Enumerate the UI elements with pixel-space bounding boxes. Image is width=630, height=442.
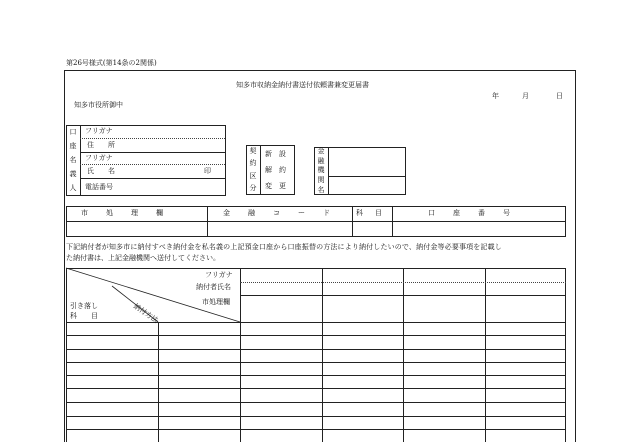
- deduction-label-line2: 科 目: [70, 312, 98, 320]
- payment-method-label: 納付方法: [131, 302, 160, 325]
- form-number: 第26号様式(第14条の2関係): [66, 59, 157, 67]
- contract-new-option: 新 設: [265, 150, 286, 158]
- contract-change-option: 変 更: [265, 182, 286, 190]
- holder-phone-label: 電話番号: [85, 183, 113, 191]
- date-year: 年: [492, 92, 499, 100]
- code-header-city-use: 市処理欄: [81, 209, 181, 217]
- holder-address-label: 住 所: [87, 141, 115, 149]
- payer-furigana-label: フリガナ: [205, 271, 233, 279]
- holder-furigana-label: フリガナ: [85, 127, 113, 135]
- seal-mark: 印: [204, 167, 211, 175]
- account-holder-side-label: 口 座 名 義 人: [69, 127, 77, 193]
- payer-city-use-label: 市処理欄: [202, 298, 230, 306]
- holder-furigana2-label: フリガナ: [85, 154, 113, 162]
- addressee: 知多市役所御中: [74, 101, 123, 109]
- date-month: 月: [522, 92, 529, 100]
- deduction-label-line1: 引き落し: [70, 302, 98, 310]
- code-header-item: 科目: [356, 209, 394, 217]
- holder-name-label: 氏 名: [87, 167, 115, 175]
- payer-name-label: 納付者氏名: [196, 283, 231, 291]
- date-day: 日: [556, 92, 563, 100]
- bank-name-side-label: 金 融 機 関 名: [317, 147, 325, 194]
- form-title: 知多市収納金納付書送付依頼書兼変更届書: [236, 81, 369, 89]
- contract-cancel-option: 解 約: [265, 166, 286, 174]
- notice-line-2: た納付書は、上記金融機関へ送付してください。: [66, 254, 220, 262]
- code-header-account-number: 口座番号: [428, 209, 528, 217]
- contract-type-side-label: 契 約 区 分: [249, 146, 257, 193]
- notice-line-1: 下記納付者が知多市に納付すべき納付金を私名義の上記預金口座から口座振替の方法により納付したいので、納付金等必要事項を記載し: [66, 243, 502, 251]
- code-header-bank-code: 金融コード: [223, 209, 348, 217]
